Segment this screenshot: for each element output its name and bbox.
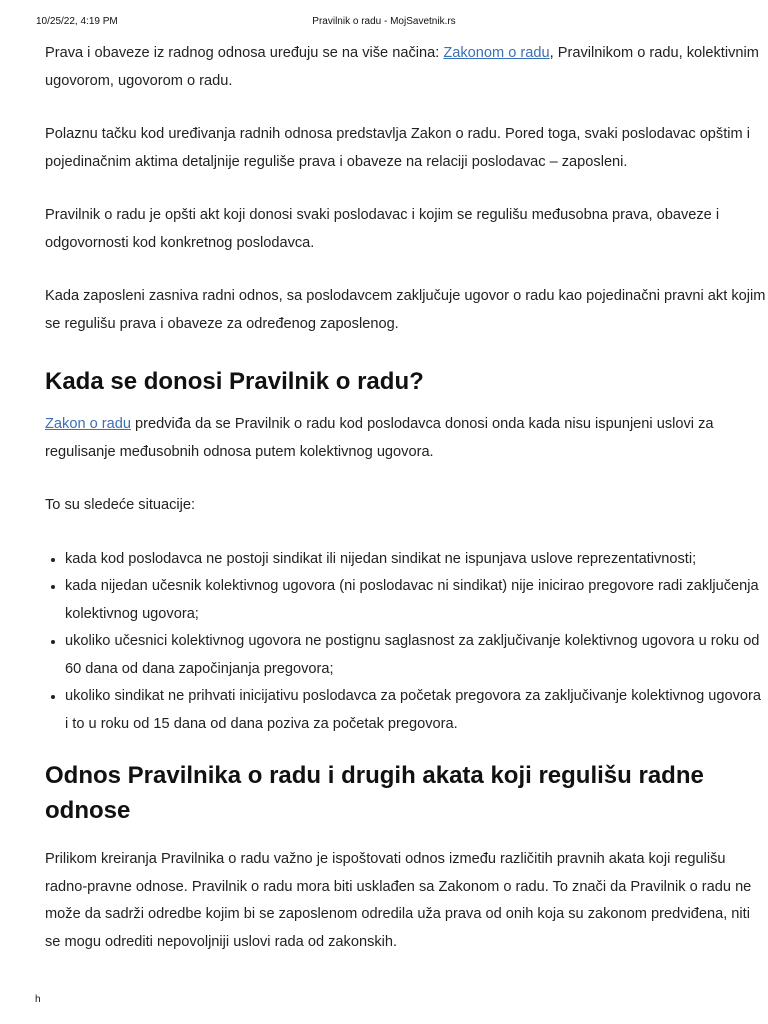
print-page-title: Pravilnik o radu - MojSavetnik.rs xyxy=(312,16,456,27)
section1-paragraph-1 xyxy=(45,411,767,466)
zakon-o-radu-link-2[interactable]: Zakon o radu xyxy=(45,416,131,432)
intro-paragraph-4: Kada zaposleni zasniva radni odnos, sa poslodavcem zaključuje ugovor o radu kao pojedinačni pravni akt kojim se regulišu prava i obaveze za određenog zaposlenog. xyxy=(45,288,766,332)
situations-list xyxy=(45,546,767,739)
list-item: • ukoliko učesnici kolektivnog ugovora ne postignu saglasnost za zaključivanje kolektivnog ugovora u roku od 60 dana od dana započinjanja pregovora; xyxy=(65,628,767,683)
section-heading-odnos-pravilnika: Odnos Pravilnika o radu i drugih akata koji regulišu radne odnose xyxy=(45,762,704,824)
section1-paragraph-2: To su sledeće situacije: xyxy=(45,497,196,513)
intro-p1-text-before: Prava i obaveze iz radnog odnosa uređuju se na više načina: xyxy=(45,45,444,61)
print-datetime: 10/25/22, 4:19 PM xyxy=(36,16,118,27)
section-heading-kada-se-donosi: Kada se donosi Pravilnik o radu? xyxy=(45,368,424,395)
list-item: • kada kod poslodavca ne postoji sindikat ili nijedan sindikat ne ispunjava uslove reprezentativnosti; xyxy=(65,546,767,574)
print-header xyxy=(0,16,768,30)
section2-paragraph-1: Prilikom kreiranja Pravilnika o radu važno je ispoštovati odnos između različitih pravnih akata koji regulišu radno-pravne odnose. Pravilnik o radu mora biti usklađen sa Zakonom o radu. To znači da Pravilnik o radu ne može da sadrži odredbe kojim bi se zaposlenom odredila uža prava od onih koja su zakonom predviđena, niti se mogu odrediti nepovoljniji uslovi rada od zakonskih. xyxy=(45,851,752,950)
print-footer-mark: h xyxy=(35,994,41,1005)
list-item: • kada nijedan učesnik kolektivnog ugovora (ni poslodavac ni sindikat) nije inicirao pregovore radi zaključenja kolektivnog ugovora; xyxy=(65,573,767,628)
article-body xyxy=(45,40,767,982)
list-item: • ukoliko sindikat ne prihvati inicijativu poslodavca za početak pregovora za zaključivanje kolektivnog ugovora i to u roku od 15 dana od dana poziva za početak pregovora. xyxy=(65,683,767,738)
intro-p1-text-after: , Pravilnikom o radu, kolektivnim ugovorom, ugovorom o radu. xyxy=(45,45,759,89)
intro-paragraph-1 xyxy=(45,40,767,95)
section1-p1-text-after: predviđa da se Pravilnik o radu kod poslodavca donosi onda kada nisu ispunjeni uslovi za regulisanje međusobnih odnosa putem kolektivnog ugovora. xyxy=(45,416,714,460)
intro-paragraph-3: Pravilnik o radu je opšti akt koji donosi svaki poslodavac i kojim se regulišu međusobna prava, obaveze i odgovornosti kod konkretnog poslodavca. xyxy=(45,207,720,251)
zakon-o-radu-link[interactable]: Zakonom o radu xyxy=(443,45,550,61)
intro-paragraph-2: Polaznu tačku kod uređivanja radnih odnosa predstavlja Zakon o radu. Pored toga, svaki poslodavac opštim i pojedinačnim aktima detaljnije reguliše prava i obaveze na relaciji poslodavac – zaposleni. xyxy=(45,126,750,170)
